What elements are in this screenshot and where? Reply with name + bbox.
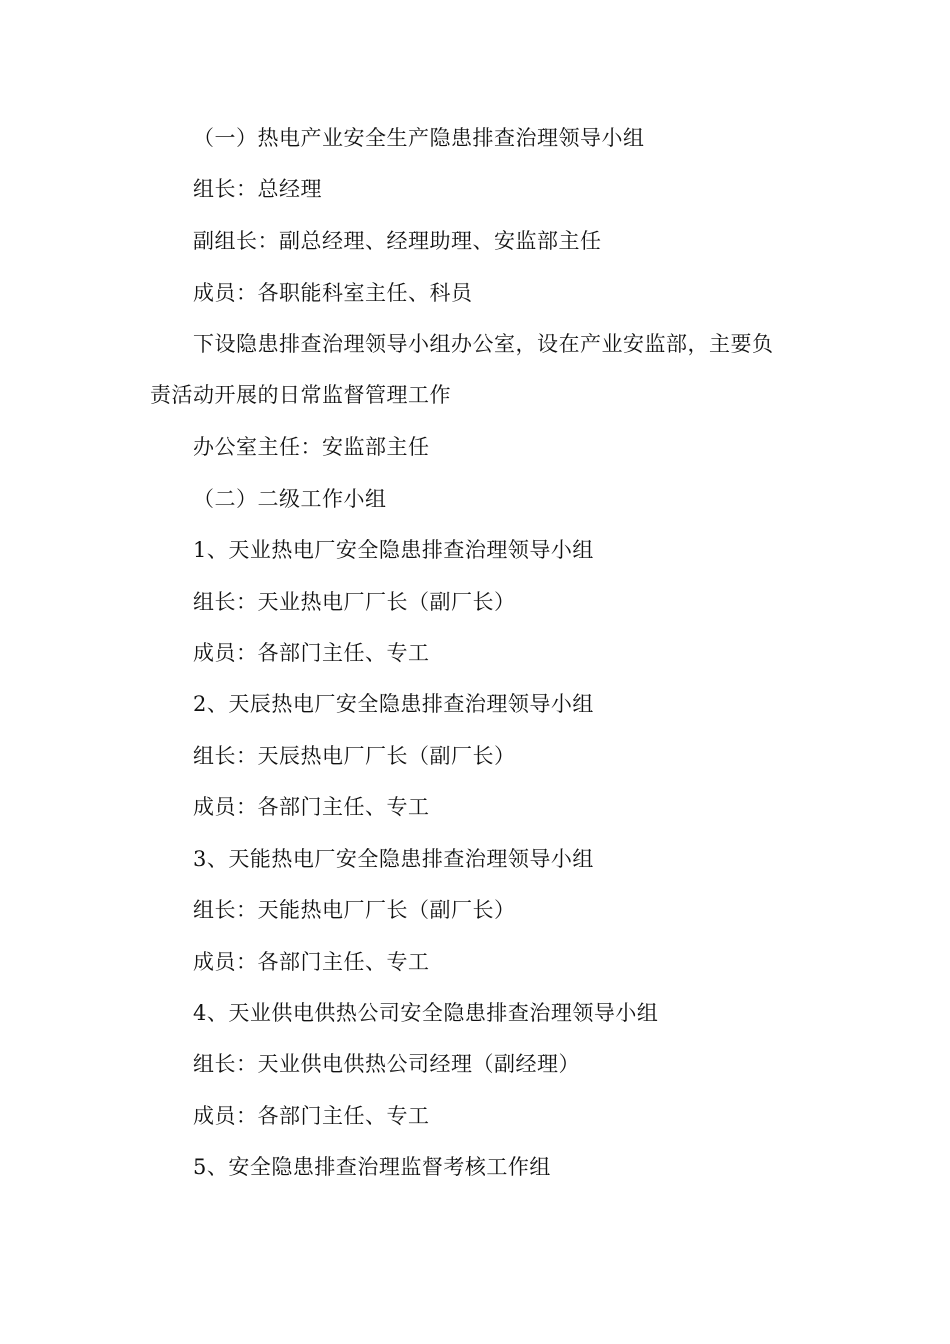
office-paragraph-line-2: 责活动开展的日常监督管理工作 bbox=[150, 383, 451, 407]
office-paragraph-line-1: 下设隐患排查治理领导小组办公室，设在产业安监部，主要负 bbox=[193, 332, 774, 356]
subgroup-5-title: 5、安全隐患排查治理监督考核工作组 bbox=[193, 1155, 551, 1179]
deputy-leader-line: 副组长：副总经理、经理助理、安监部主任 bbox=[193, 229, 602, 253]
section-heading-1: （一）热电产业安全生产隐患排查治理领导小组 bbox=[193, 126, 645, 150]
subgroup-1-leader: 组长：天业热电厂厂长（副厂长） bbox=[193, 590, 516, 614]
subgroup-3-members: 成员：各部门主任、专工 bbox=[193, 950, 430, 974]
group-leader-line: 组长：总经理 bbox=[193, 177, 322, 201]
subgroup-1-title: 1、天业热电厂安全隐患排查治理领导小组 bbox=[193, 538, 594, 562]
subgroup-4-members: 成员：各部门主任、专工 bbox=[193, 1104, 430, 1128]
subgroup-3-title: 3、天能热电厂安全隐患排查治理领导小组 bbox=[193, 847, 594, 871]
subgroup-2-leader: 组长：天辰热电厂厂长（副厂长） bbox=[193, 744, 516, 768]
members-line: 成员：各职能科室主任、科员 bbox=[193, 281, 473, 305]
section-heading-2: （二）二级工作小组 bbox=[193, 487, 387, 511]
subgroup-4-title: 4、天业供电供热公司安全隐患排查治理领导小组 bbox=[193, 1001, 659, 1025]
subgroup-1-members: 成员：各部门主任、专工 bbox=[193, 641, 430, 665]
subgroup-2-title: 2、天辰热电厂安全隐患排查治理领导小组 bbox=[193, 692, 594, 716]
office-director-line: 办公室主任：安监部主任 bbox=[193, 435, 430, 459]
subgroup-4-leader: 组长：天业供电供热公司经理（副经理） bbox=[193, 1052, 580, 1076]
subgroup-3-leader: 组长：天能热电厂厂长（副厂长） bbox=[193, 898, 516, 922]
subgroup-2-members: 成员：各部门主任、专工 bbox=[193, 795, 430, 819]
